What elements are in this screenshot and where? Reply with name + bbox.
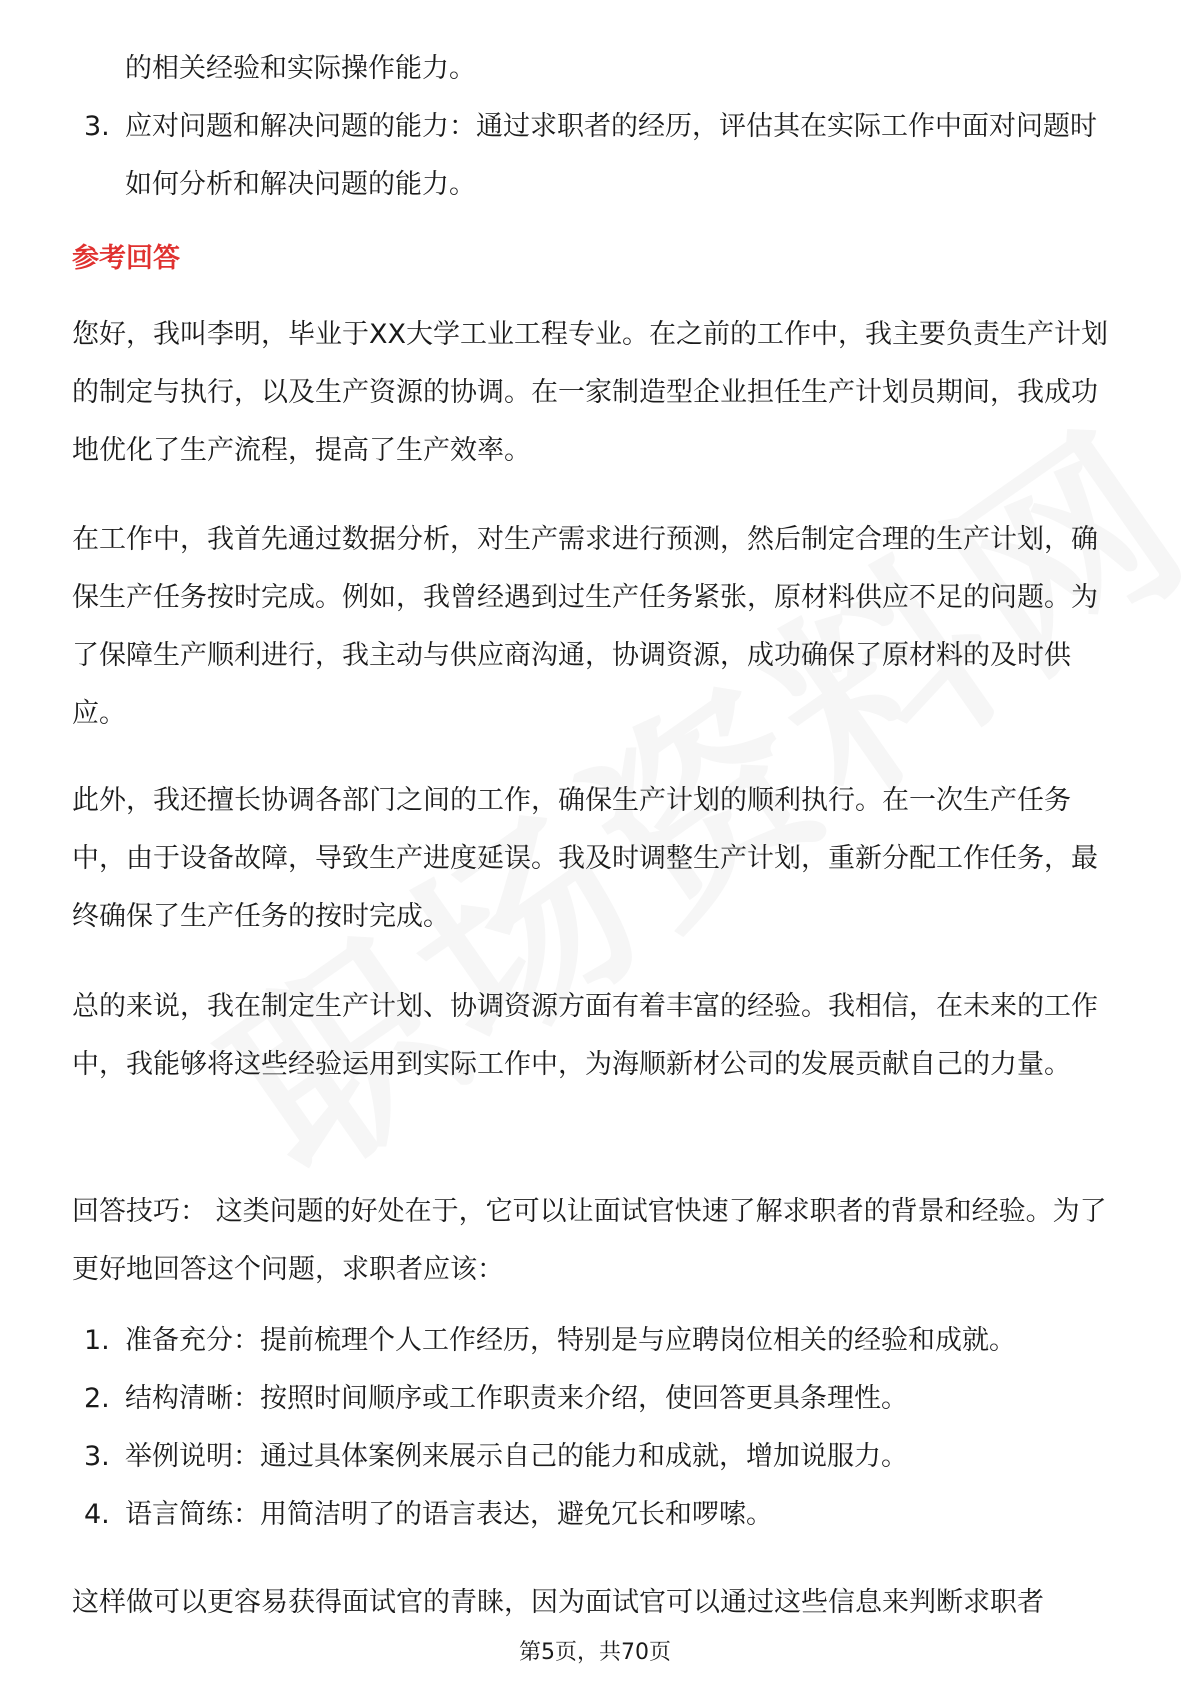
answer-paragraph: 此外，我还擅长协调各部门之间的工作，确保生产计划的顺利执行。在一次生产任务中，由于设备故障，导致生产进度延误。我及时调整生产计划，重新分配工作任务，最终确保了生产任务的按时完成。 (72, 785, 1098, 932)
list-item (84, 1370, 1114, 1428)
list-item-text: 结构清晰：按照时间顺序或工作职责来介绍，使回答更具条理性。 (125, 1383, 908, 1414)
list-item-text: 举例说明：通过具体案例来展示自己的能力和成就，增加说服力。 (125, 1441, 908, 1472)
continuation-text: 的相关经验和实际操作能力。 (125, 53, 476, 84)
answer-paragraph: 总的来说，我在制定生产计划、协调资源方面有着丰富的经验。我相信，在未来的工作中，我能够将这些经验运用到实际工作中，为海顺新材公司的发展贡献自己的力量。 (72, 991, 1098, 1080)
list-item (84, 1312, 1114, 1370)
list-item (84, 98, 1114, 214)
answer-paragraph: 在工作中，我首先通过数据分析，对生产需求进行预测，然后制定合理的生产计划，确保生产任务按时完成。例如，我曾经遇到过生产任务紧张，原材料供应不足的问题。为了保障生产顺利进行，我主动与供应商沟通，协调资源，成功确保了原材料的及时供应。 (72, 524, 1098, 729)
list-item-number: 3. (84, 111, 110, 142)
list-item (84, 1486, 1114, 1544)
tips-intro-paragraph: 回答技巧： 这类问题的好处在于，它可以让面试官快速了解求职者的背景和经验。为了更好地回答这个问题，求职者应该： (72, 1196, 1107, 1285)
answer-paragraph: 您好，我叫李明，毕业于XX大学工业工程专业。在之前的工作中，我主要负责生产计划的制定与执行，以及生产资源的协调。在一家制造型企业担任生产计划员期间，我成功地优化了生产流程，提高了生产效率。 (72, 319, 1108, 466)
tips-list (84, 1312, 1114, 1544)
list-item (84, 1428, 1114, 1486)
section-heading: 参考回答 (72, 243, 180, 274)
page-footer: 第5页，共70页 (519, 1640, 671, 1665)
list-item-number: 3. (84, 1441, 110, 1472)
closing-paragraph: 这样做可以更容易获得面试官的青睐，因为面试官可以通过这些信息来判断求职者 (72, 1587, 1044, 1618)
list-item-number: 4. (84, 1499, 110, 1530)
list-item-text: 应对问题和解决问题的能力：通过求职者的经历，评估其在实际工作中面对问题时如何分析和解决问题的能力。 (125, 111, 1097, 200)
criteria-list (84, 98, 1114, 214)
list-item-number: 1. (84, 1325, 110, 1356)
list-item-number: 2. (84, 1383, 110, 1414)
list-item-text: 准备充分：提前梳理个人工作经历，特别是与应聘岗位相关的经验和成就。 (125, 1325, 1016, 1356)
list-item-text: 语言简练：用简洁明了的语言表达，避免冗长和啰嗦。 (125, 1499, 773, 1530)
